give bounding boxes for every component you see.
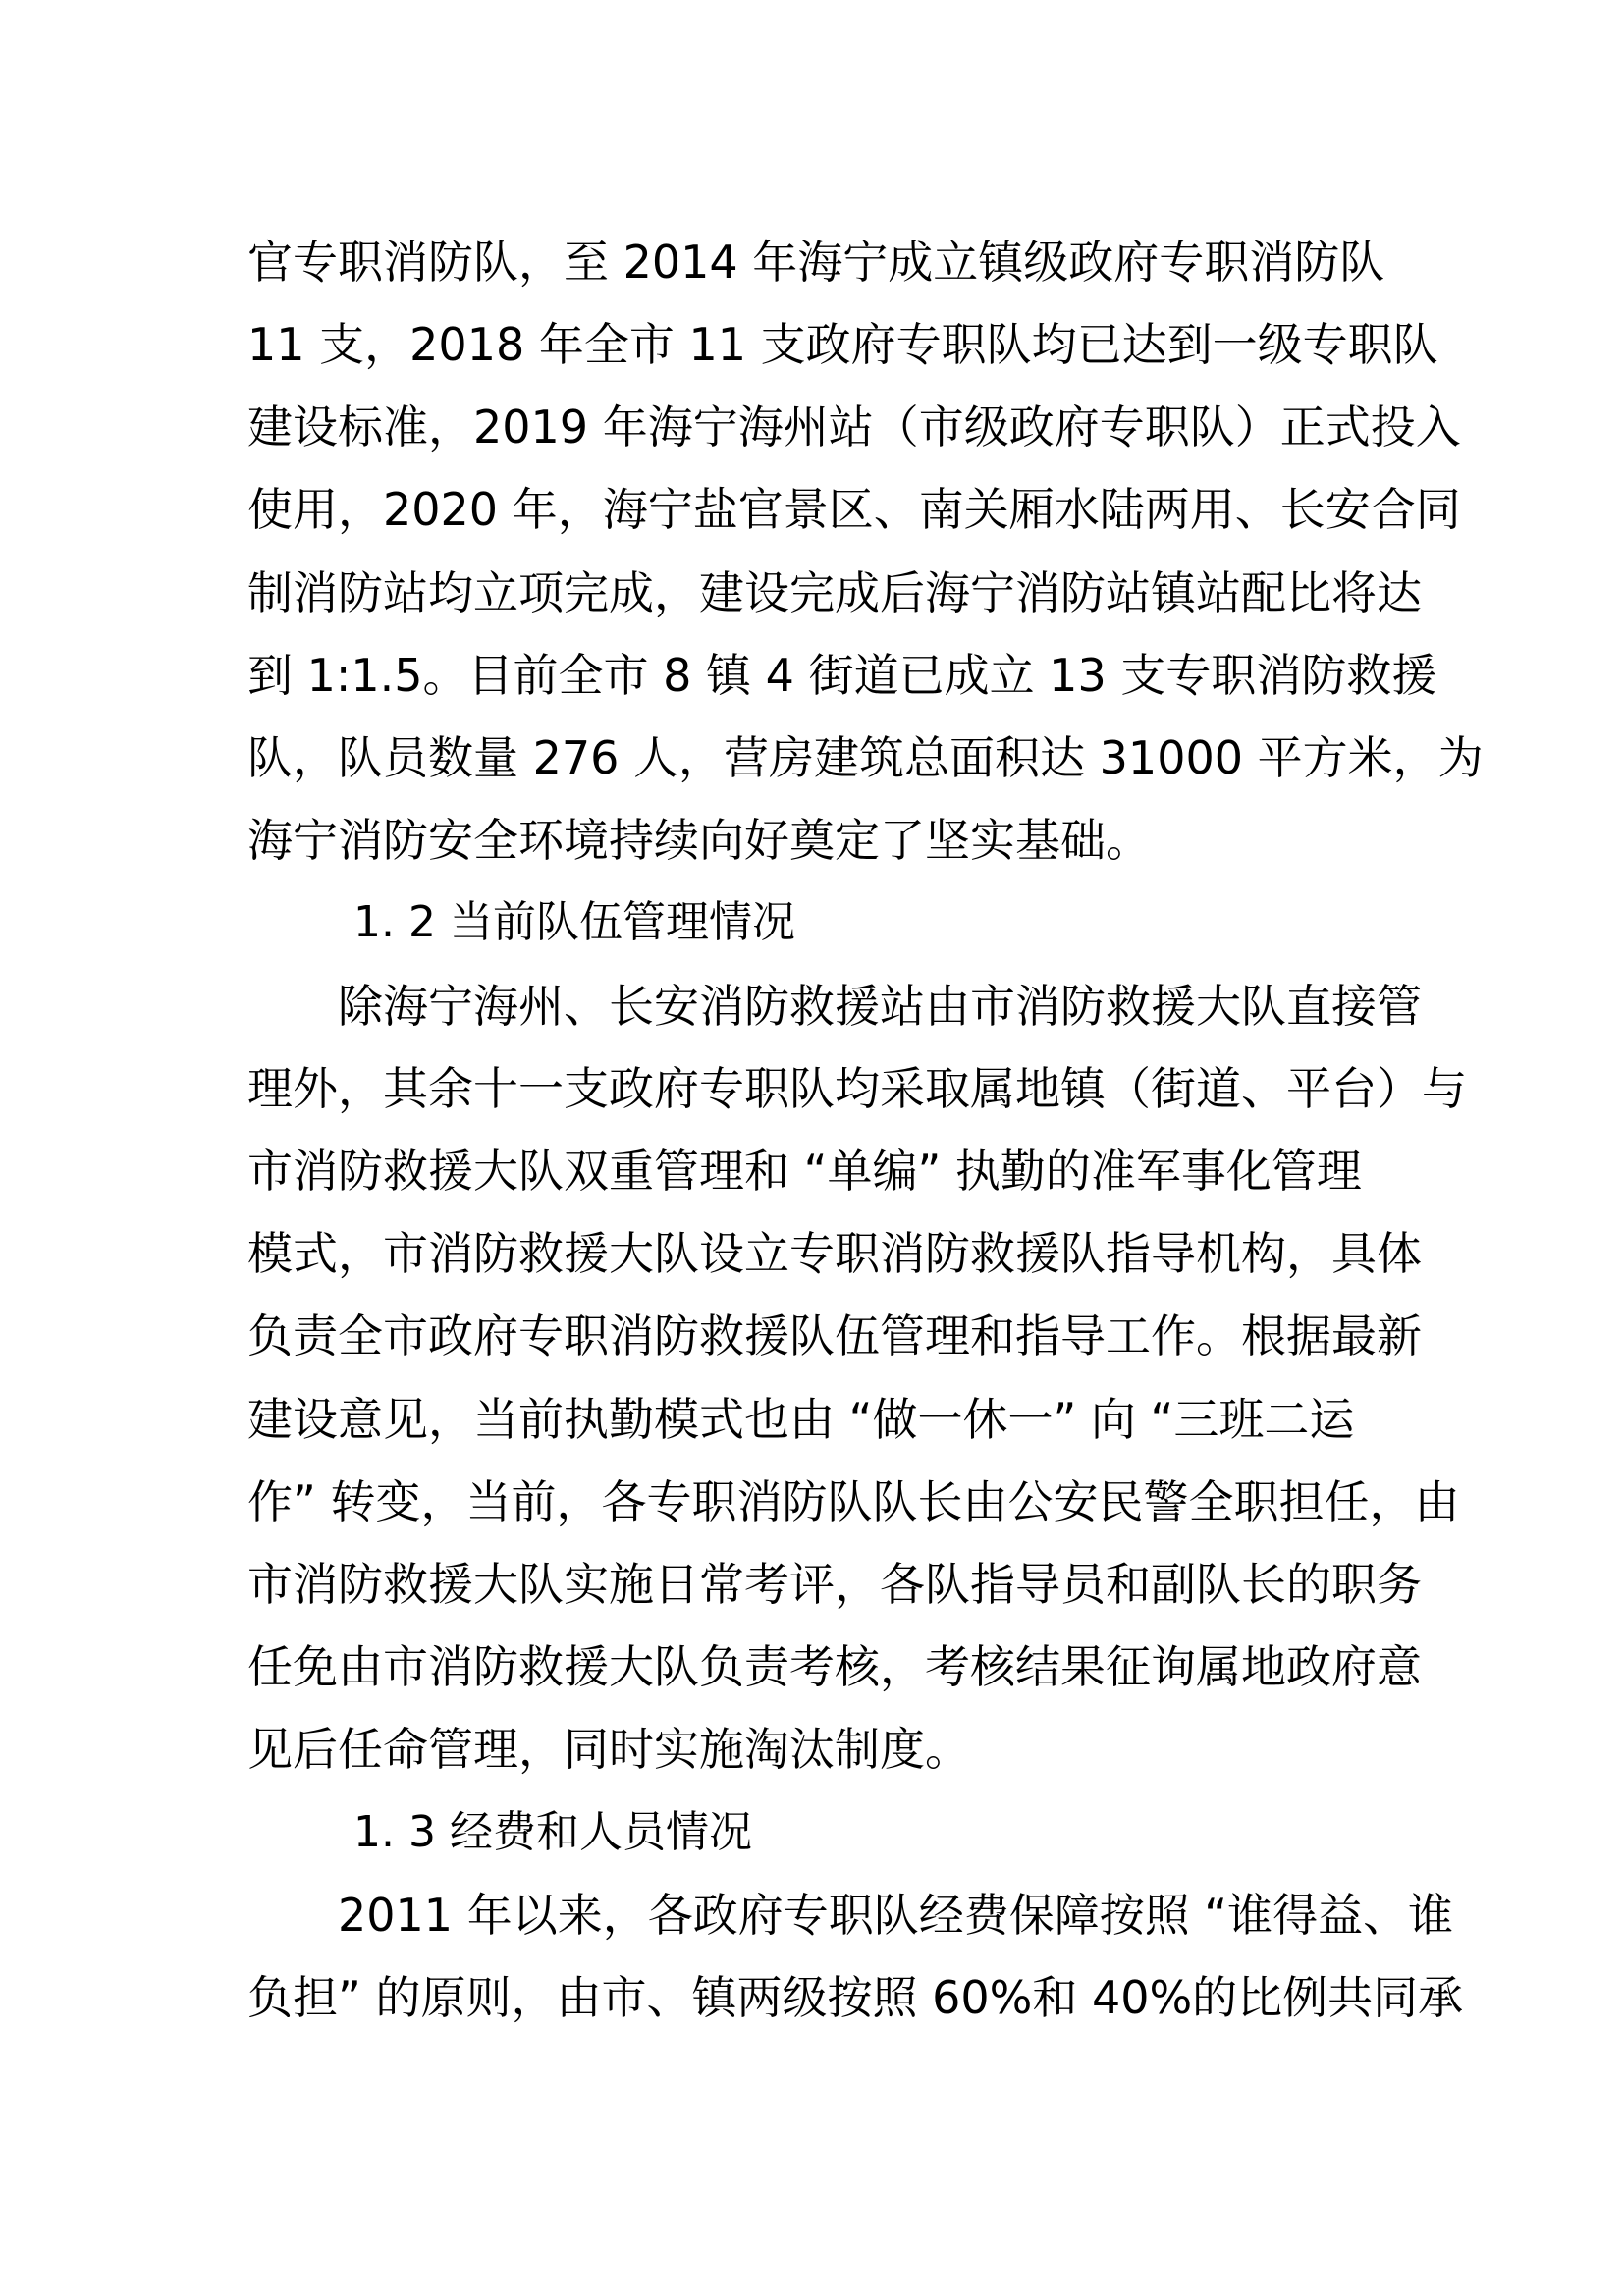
paragraph-line: 除海宁海州、长安消防救援站由市消防救援大队直接管 [338,980,1422,1033]
paragraph-line: 建设标准，2019 年海宁海州站（市级政府专职队）正式投入 [247,400,1461,454]
paragraph-line: 队，队员数量 276 人，营房建筑总面积达 31000 平方米，为 [247,731,1484,784]
section-heading: 1. 3 经费和人员情况 [353,1807,752,1857]
paragraph-line: 11 支，2018 年全市 11 支政府专职队均已达到一级专职队 [247,318,1438,371]
paragraph-line: 制消防站均立项完成，建设完成后海宁消防站镇站配比将达 [247,566,1422,619]
paragraph-line: 使用，2020 年，海宁盐官景区、南关厢水陆两用、长安合同 [247,483,1461,536]
paragraph-line: 见后任命管理，同时实施淘汰制度。 [247,1723,970,1776]
paragraph-line: 到 1:1.5。目前全市 8 镇 4 街道已成立 13 支专职消防救援 [247,649,1437,702]
paragraph-line: 负责全市政府专职消防救援队伍管理和指导工作。根据最新 [247,1309,1422,1362]
paragraph-line: 市消防救援大队实施日常考评，各队指导员和副队长的职务 [247,1558,1422,1611]
paragraph-line: 建设意见，当前执勤模式也由 “做一休一” 向 “三班二运 [247,1393,1355,1446]
paragraph-line: 理外，其余十一支政府专职队均采取属地镇（街道、平台）与 [247,1062,1467,1115]
section-heading: 1. 2 当前队伍管理情况 [353,897,795,947]
paragraph-line: 负担” 的原则，由市、镇两级按照 60%和 40%的比例共同承 [247,1971,1464,2024]
paragraph-line: 市消防救援大队双重管理和 “单编” 执勤的准军事化管理 [247,1145,1362,1198]
paragraph-line: 任免由市消防救援大队负责考核，考核结果征询属地政府意 [247,1640,1422,1693]
paragraph-line: 官专职消防队，至 2014 年海宁成立镇级政府专职消防队 [247,236,1385,289]
paragraph-line: 2011 年以来，各政府专职队经费保障按照 “谁得益、谁 [338,1889,1454,1942]
paragraph-line: 作” 转变，当前，各专职消防队队长由公安民警全职担任，由 [247,1475,1460,1528]
paragraph-line: 海宁消防安全环境持续向好奠定了坚实基础。 [247,814,1151,867]
paragraph-line: 模式，市消防救援大队设立专职消防救援队指导机构，具体 [247,1227,1422,1280]
